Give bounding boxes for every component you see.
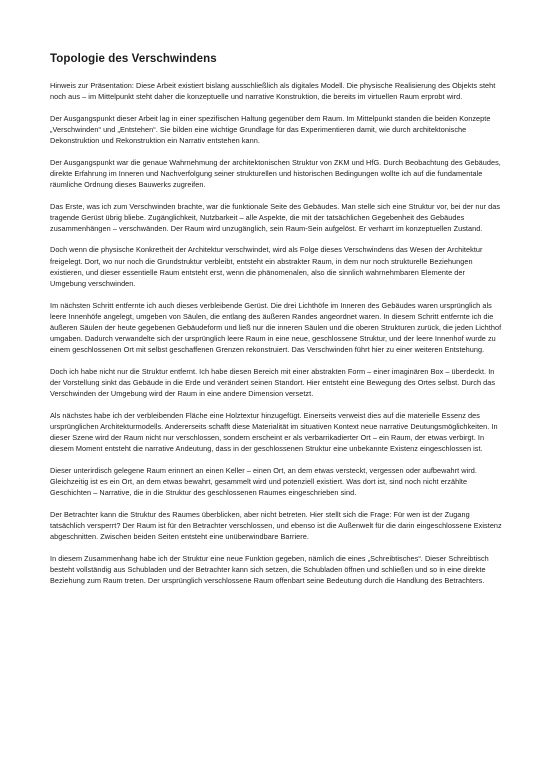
paragraph-basement: Dieser unterirdisch gelegene Raum erinnert an einen Keller – einen Ort, an dem etwas versteckt, vergessen oder aufbewahrt wird. Gleichzeitig ist es ein Ort, an dem etwas bewahrt, gesammelt wird und potenziell existiert. Was dort ist, sind noch nicht erzählte Geschichten – Narrative, die in die Struktur des geschlossenen Raumes eingeschrieben sind. xyxy=(50,465,477,498)
paragraph-function-disappears: Das Erste, was ich zum Verschwinden brachte, war die funktionale Seite des Gebäudes. Man stelle sich eine Struktur vor, bei der nur das tragende Gerüst übrig bliebe. Zugänglichkeit, Nutzbarkeit – alle Aspekte, die mit der tatsächlichen Gegebenheit des Gebäudes zusammenhängen – verschwänden. Der Raum wird unzugänglich, sein Raum-Sein aufgelöst. Er verharrt im konzeptuellen Zustand. xyxy=(50,201,501,233)
paragraph-perception: Der Ausgangspunkt war die genaue Wahrnehmung der architektonischen Struktur von ZKM und HfG. Durch Beobachtung des Gebäudes, direkte Erfahrung im Inneren und Nachverfolgung seiner strukturellen und historischen Bedingungen wollte ich auf die fundamentale räumliche Ordnung dieses Bauwerks zugreifen. xyxy=(50,157,501,190)
paragraph-essence-revealed: Doch wenn die physische Konkretheit der Architektur verschwindet, wird als Folge dieses Verschwindens das Wesen der Architektur freigelegt. Dort, wo nur noch die Grundstruktur verbleibt, entsteht ein abstrakter Raum, in dem nur noch strukturelle Beziehungen existieren, und dieser essentielle Raum entsteht erst, wenn die phänomenalen, also die sinnlich wahrnehmbaren Elemente der Umgebung verschwinden. xyxy=(50,245,483,289)
paragraph-presentation-note: Hinweis zur Präsentation: Diese Arbeit existiert bislang ausschließlich als digitales Modell. Die physische Realisierung des Objekts steht noch aus – im Mittelpunkt steht daher die konzeptuelle und narrative Konstruktion, die bereits im virtuellen Raum erprobt wird. xyxy=(50,81,496,102)
paragraph-starting-point: Der Ausgangspunkt dieser Arbeit lag in einer spezifischen Haltung gegenüber dem Raum. Im Mittelpunkt standen die beiden Konzepte „Verschwinden“ und „Entstehen“. Sie bilden eine wichtige Grundlage für das Experimentieren damit, wie durch architektonische Dekonstruktion und Rekonstruktion ein Narrativ entstehen kann. xyxy=(50,113,491,146)
document-title: Topologie des Verschwindens xyxy=(50,53,217,65)
paragraph-viewer-barrier: Der Betrachter kann die Struktur des Raumes überblicken, aber nicht betreten. Hier stellt sich die Frage: Für wen ist der Zugang tatsächlich versperrt? Der Raum ist für den Betrachter verschlossen, und ebenso ist die Außenwelt für die darin eingeschlossene Existenz abgeschnitten. Zwischen beiden Seiten entsteht eine unüberwindbare Barriere. xyxy=(50,509,502,542)
paragraph-imaginary-box: Doch ich habe nicht nur die Struktur entfernt. Ich habe diesen Bereich mit einer abstrakten Form – einer imaginären Box – überdeckt. In der Vorstellung sinkt das Gebäude in die Erde und verändert seinen Standort. Hier entsteht eine Bewegung des Ortes selbst. Durch das Verschwinden der Umgebung wird der Raum in eine andere Dimension versetzt. xyxy=(50,366,496,399)
paragraph-wood-texture: Als nächstes habe ich der verbleibenden Fläche eine Holztextur hinzugefügt. Einerseits verweist dies auf die materielle Essenz des ursprünglichen Architekturmodells. Andererseits schafft diese Materialität im situativen Kontext neue narrative Deutungsmöglichkeiten. In dieser Szene wird der Raum nicht nur verschlossen, sondern erscheint er als verbarrikadierter Ort – ein Raum, der etwas verbirgt. In diesem Moment entsteht die narrative Andeutung, dass in der geschlossenen Struktur eine unbekannte Existenz eingeschlossen ist. xyxy=(50,410,498,454)
paragraph-desk-function: In diesem Zusammenhang habe ich der Struktur eine neue Funktion gegeben, nämlich die eines „Schreibtisches“. Dieser Schreibtisch besteht vollständig aus Schubladen und der Betrachter kann sich setzen, die Schubladen öffnen und schließen und so in eine direkte Beziehung zum Raum treten. Der ursprünglich verschlossene Raum offenbart seine Bedeutung durch die Handlung des Betrachters. xyxy=(50,553,489,586)
paragraph-light-courts: Im nächsten Schritt entfernte ich auch dieses verbleibende Gerüst. Die drei Lichthöfe im Inneren des Gebäudes waren ursprünglich als leere Innenhöfe angelegt, umgeben von Säulen, die entlang des äußeren Randes angeordnet waren. In diesem Schritt entfernte ich die äußeren Säulen der heute gegebenen Gebäudeform und ließ nur die inneren Säulen und die oberen Strukturen zurück, die jeden Lichthof umgaben. Dadurch verwandelte sich der ursprünglich leere Raum in eine neue, geschlossene Struktur, und der leere Innenhof wurde zu einem geschlossenen Ort mit selbst geschaffenen Grenzen rekonstruiert. Das Verschwinden führt hier zu einer weiteren Entstehung. xyxy=(50,300,502,355)
